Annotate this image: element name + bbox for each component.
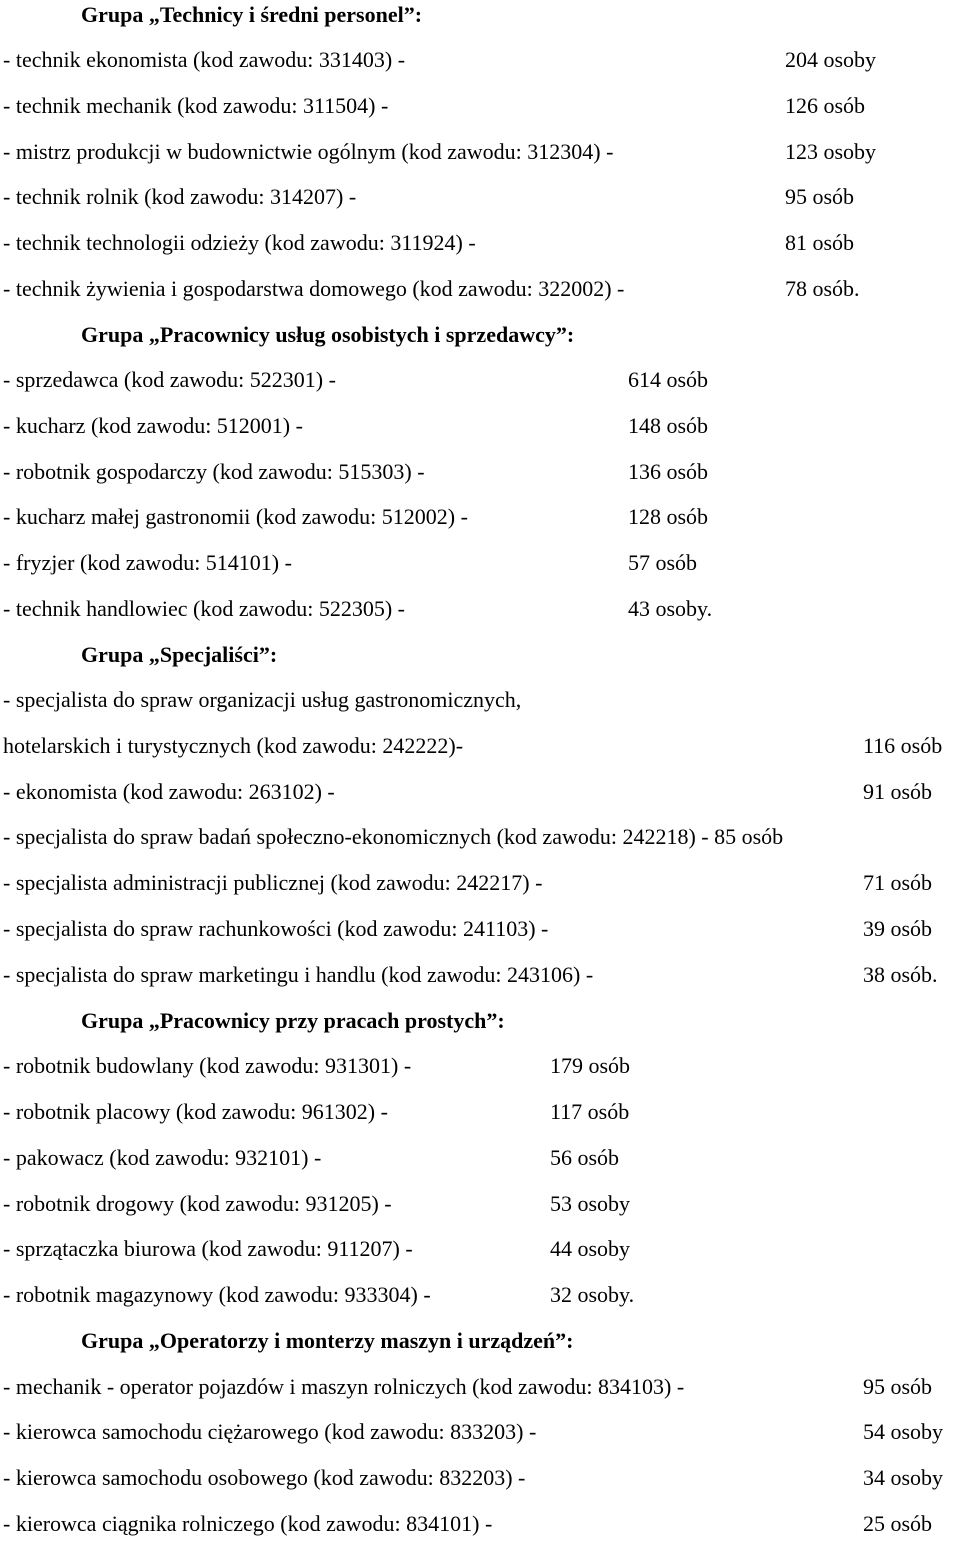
person-count: 614 osób [628, 367, 709, 392]
person-count: 56 osób [550, 1145, 620, 1170]
occupation-label: - kierowca samochodu ciężarowego (kod zawodu: 833203) - [3, 1419, 537, 1444]
list-item [0, 365, 960, 395]
list-item [0, 594, 960, 624]
person-count: 148 osób [628, 413, 709, 438]
person-count: 204 osoby [785, 47, 877, 72]
occupation-label: - mistrz produkcji w budownictwie ogólnym (kod zawodu: 312304) - [3, 139, 614, 164]
occupation-label: - robotnik gospodarczy (kod zawodu: 515303) - [3, 459, 425, 484]
person-count: 81 osób [785, 230, 855, 255]
person-count: 123 osoby [785, 139, 877, 164]
list-item [0, 1509, 960, 1539]
occupation-label: hotelarskich i turystycznych (kod zawodu: 242222)- [3, 733, 464, 758]
person-count: 126 osób [785, 93, 866, 118]
occupation-label: - kucharz (kod zawodu: 512001) - [3, 413, 303, 438]
occupation-label: - robotnik placowy (kod zawodu: 961302) - [3, 1099, 388, 1124]
occupation-label: - technik mechanik (kod zawodu: 311504) - [3, 93, 389, 118]
occupation-label: - specjalista do spraw rachunkowości (kod zawodu: 241103) - [3, 916, 549, 941]
list-item [0, 1372, 960, 1402]
section-heading-machine-operators: Grupa „Operatorzy i monterzy maszyn i urządzeń”: [81, 1328, 574, 1353]
person-count: 117 osób [550, 1099, 630, 1124]
person-count: 44 osoby [550, 1236, 631, 1261]
occupation-label: - kierowca samochodu osobowego (kod zawodu: 832203) - [3, 1465, 526, 1490]
list-item [0, 1234, 960, 1264]
list-item [0, 822, 960, 852]
person-count: 38 osób. [863, 962, 938, 987]
list-item [0, 1051, 960, 1081]
list-item [0, 91, 960, 121]
occupation-label: - robotnik budowlany (kod zawodu: 931301) - [3, 1053, 412, 1078]
list-item [0, 1463, 960, 1493]
occupation-label: - technik technologii odzieży (kod zawodu: 311924) - [3, 230, 476, 255]
person-count: 54 osoby [863, 1419, 944, 1444]
person-count: 57 osób [628, 550, 698, 575]
list-item [0, 228, 960, 258]
section-heading-service-workers: Grupa „Pracownicy usług osobistych i sprzedawcy”: [81, 322, 575, 347]
list-item [0, 1143, 960, 1173]
person-count: 136 osób [628, 459, 709, 484]
person-count: 34 osoby [863, 1465, 944, 1490]
occupation-label: - specjalista do spraw organizacji usług gastronomicznych, [3, 687, 522, 712]
occupation-label: - specjalista do spraw badań społeczno-ekonomicznych (kod zawodu: 242218) - 85 osób [3, 824, 784, 849]
person-count: 53 osoby [550, 1191, 631, 1216]
section-heading-simple-work: Grupa „Pracownicy przy pracach prostych”: [81, 1008, 505, 1033]
list-item [0, 777, 960, 807]
person-count: 71 osób [863, 870, 933, 895]
list-item [0, 457, 960, 487]
list-item [0, 960, 960, 990]
person-count: 32 osoby. [550, 1282, 635, 1307]
person-count: 25 osób [863, 1511, 933, 1536]
occupation-label: - sprzątaczka biurowa (kod zawodu: 911207) - [3, 1236, 413, 1261]
list-item [0, 548, 960, 578]
person-count: 95 osób [863, 1374, 933, 1399]
occupation-label: - kierowca ciągnika rolniczego (kod zawodu: 834101) - [3, 1511, 493, 1536]
occupation-label: - robotnik magazynowy (kod zawodu: 933304) - [3, 1282, 431, 1307]
occupation-label: - ekonomista (kod zawodu: 263102) - [3, 779, 335, 804]
occupation-label: - technik żywienia i gospodarstwa domowego (kod zawodu: 322002) - [3, 276, 625, 301]
occupation-label: - specjalista do spraw marketingu i handlu (kod zawodu: 243106) - [3, 962, 594, 987]
occupation-label: - fryzjer (kod zawodu: 514101) - [3, 550, 292, 575]
list-item [0, 1189, 960, 1219]
list-item [0, 274, 960, 304]
person-count: 78 osób. [785, 276, 860, 301]
occupation-label: - pakowacz (kod zawodu: 932101) - [3, 1145, 322, 1170]
person-count: 95 osób [785, 184, 855, 209]
section-heading-specialists: Grupa „Specjaliści”: [81, 642, 278, 667]
list-item [0, 685, 960, 715]
person-count: 91 osób [863, 779, 933, 804]
person-count: 116 osób [863, 733, 943, 758]
list-item [0, 1417, 960, 1447]
list-item [0, 1097, 960, 1127]
occupation-label: - specjalista administracji publicznej (kod zawodu: 242217) - [3, 870, 543, 895]
occupation-label: - mechanik - operator pojazdów i maszyn rolniczych (kod zawodu: 834103) - [3, 1374, 685, 1399]
occupation-label: - robotnik drogowy (kod zawodu: 931205) - [3, 1191, 392, 1216]
list-item [0, 1280, 960, 1310]
occupation-label: - technik ekonomista (kod zawodu: 331403) - [3, 47, 406, 72]
section-heading-technicians: Grupa „Technicy i średni personel”: [81, 2, 423, 27]
occupation-label: - kucharz małej gastronomii (kod zawodu: 512002) - [3, 504, 468, 529]
person-count: 43 osoby. [628, 596, 713, 621]
list-item [0, 914, 960, 944]
list-item [0, 502, 960, 532]
person-count: 128 osób [628, 504, 709, 529]
list-item [0, 137, 960, 167]
list-item [0, 731, 960, 761]
list-item [0, 45, 960, 75]
occupation-label: - sprzedawca (kod zawodu: 522301) - [3, 367, 336, 392]
person-count: 39 osób [863, 916, 933, 941]
list-item [0, 411, 960, 441]
list-item [0, 182, 960, 212]
list-item [0, 868, 960, 898]
person-count: 179 osób [550, 1053, 631, 1078]
occupation-label: - technik rolnik (kod zawodu: 314207) - [3, 184, 357, 209]
occupation-label: - technik handlowiec (kod zawodu: 522305) - [3, 596, 405, 621]
